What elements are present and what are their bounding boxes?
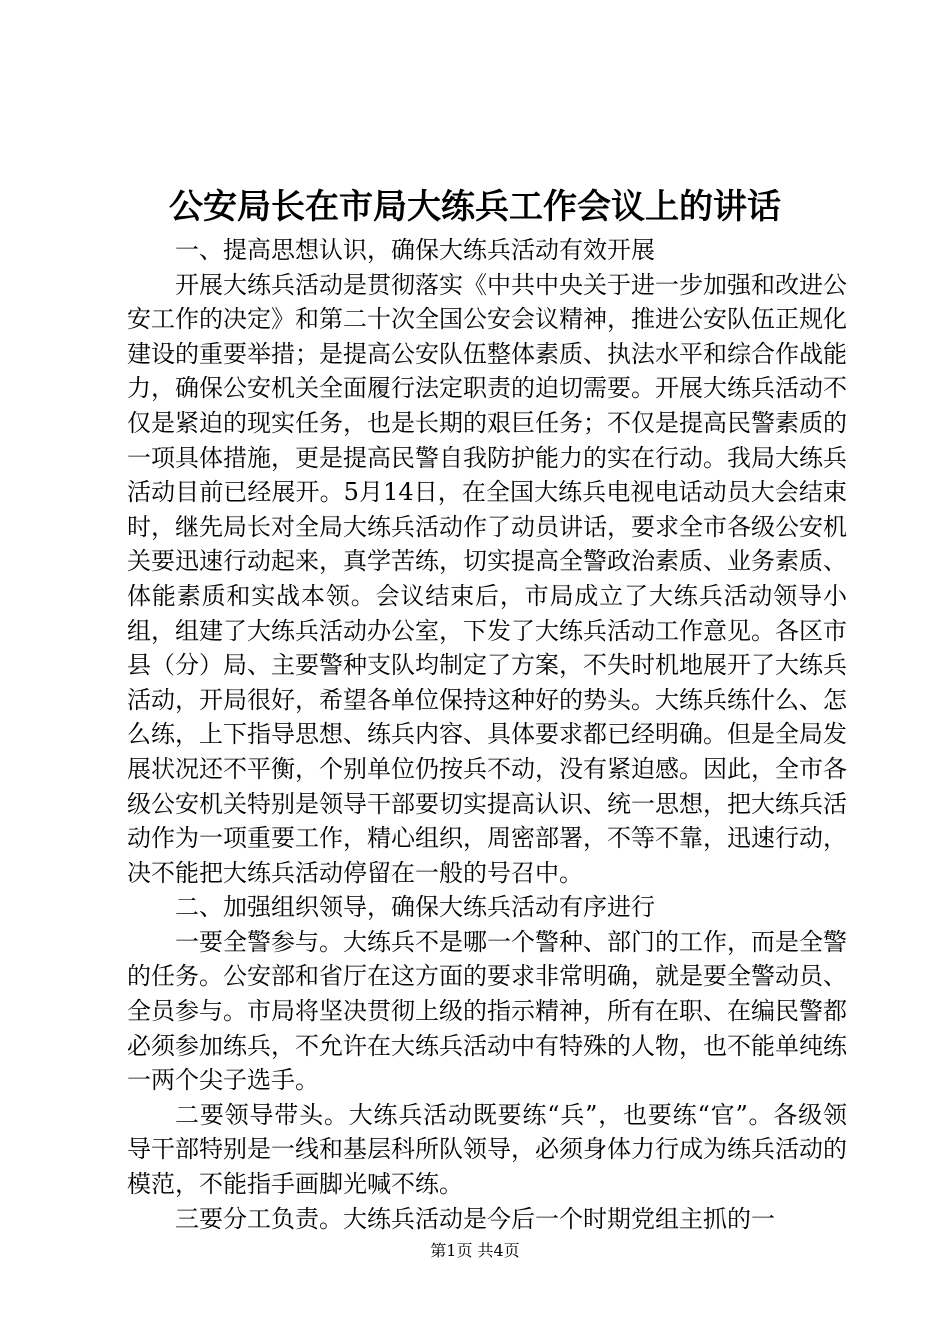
paragraph-2: 一要全警参与。大练兵不是哪一个警种、部门的工作，而是全警的任务。公安部和省厅在这方面的要求非常明确，就是要全警动员、全员参与。市局将坚决贯彻上级的指示精神，所有在职、在编民警都必须参加练兵，不允许在大练兵活动中有特殊的人物，也不能单纯练一两个尖子选手。 [127,927,847,1095]
page-indicator: 第1页 共4页 [430,1241,520,1260]
paragraph-1: 开展大练兵活动是贯彻落实《中共中央关于进一步加强和改进公安工作的决定》和第二十次全国公安会议精神，推进公安队伍正规化建设的重要举措；是提高公安队伍整体素质、执法水平和综合作战能力，确保公安机关全面履行法定职责的迫切需要。开展大练兵活动不仅是紧迫的现实任务，也是长期的艰巨任务；不仅是提高民警素质的一项具体措施，更是提高民警自我防护能力的实在行动。我局大练兵活动目前已经展开。5月14日，在全国大练兵电视电话动员大会结束时，继先局长对全局大练兵活动作了动员讲话，要求全市各级公安机关要迅速行动起来，真学苦练，切实提高全警政治素质、业务素质、体能素质和实战本领。会议结束后，市局成立了大练兵活动领导小组，组建了大练兵活动办公室，下发了大练兵活动工作意见。各区市县（分）局、主要警种支队均制定了方案，不失时机地展开了大练兵活动，开局很好，希望各单位保持这种好的势头。大练兵练什么、怎么练，上下指导思想、练兵内容、具体要求都已经明确。但是全局发展状况还不平衡，个别单位仍按兵不动，没有紧迫感。因此，全市各级公安机关特别是领导干部要切实提高认识、统一思想，把大练兵活动作为一项重要工作，精心组织，周密部署，不等不靠，迅速行动，决不能把大练兵活动停留在一般的号召中。 [127,270,847,887]
section-heading-1: 一、提高思想认识，确保大练兵活动有效开展 [175,236,655,264]
paragraph-4: 三要分工负责。大练兵活动是今后一个时期党组主抓的一 [175,1204,775,1233]
section-heading-2: 二、加强组织领导，确保大练兵活动有序进行 [175,893,655,922]
document-title: 公安局长在市局大练兵工作会议上的讲话 [169,187,781,227]
page-footer [0,1240,950,1262]
document-body [127,233,847,1236]
paragraph-3: 二要领导带头。大练兵活动既要练“兵”，也要练“官”。各级领导干部特别是一线和基层科所队领导，必须身体力行成为练兵活动的模范，不能指手画脚光喊不练。 [127,1100,847,1199]
